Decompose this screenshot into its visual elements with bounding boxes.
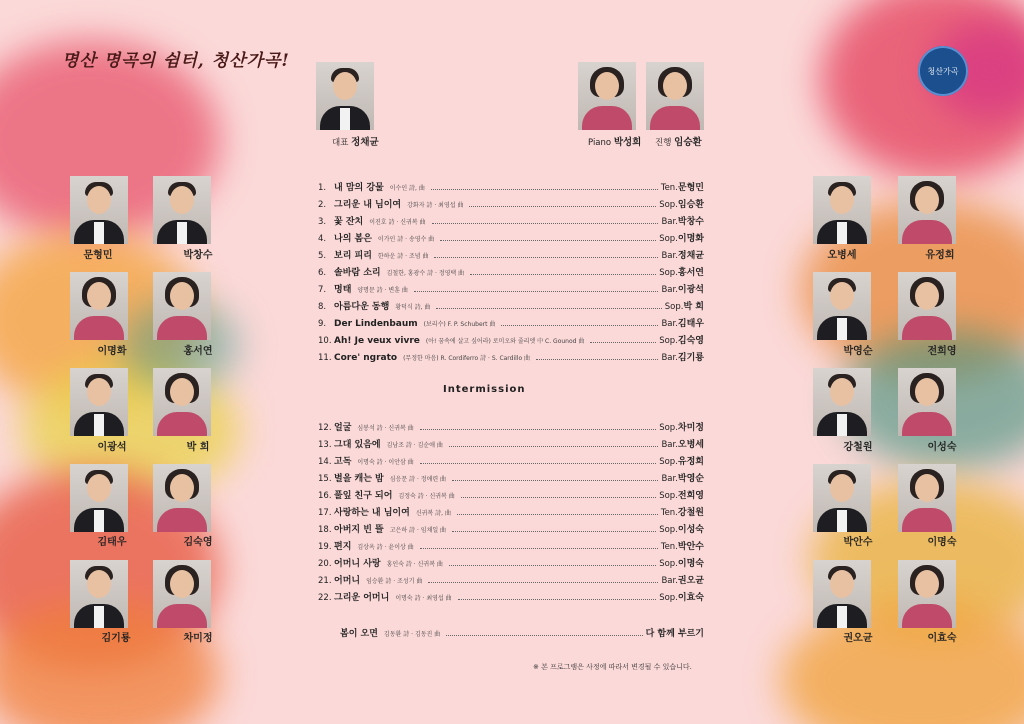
photo-singer — [153, 176, 211, 244]
program-change-notice: ※ 본 프로그램은 사정에 따라서 변경될 수 있습니다. — [533, 663, 692, 671]
singer-name: 박 희 — [186, 442, 210, 453]
singer-name: 이명화 — [97, 346, 127, 357]
singer-name: 차미정 — [183, 633, 213, 644]
program-row: 20. 어머니 사랑 홍인숙 詩 · 신귀복 曲 Sop.이명숙 — [318, 559, 704, 569]
singer-name: 이효숙 — [927, 633, 957, 644]
program-row: 8. 아름다운 동행 황덕식 詩, 曲 Sop.박 희 — [318, 302, 704, 312]
program-row: 19. 편지 김상옥 詩 · 윤이상 曲 Ten.박안수 — [318, 542, 704, 552]
logo-text: 청산가곡 — [927, 66, 959, 76]
staff-piano: Piano 박성희 — [588, 137, 642, 148]
program-row: 3. 꽃 잔치 이진호 詩 · 신귀복 曲 Bar.박창수 — [318, 217, 704, 227]
program-row: 7. 명태 양명문 詩 · 변훈 曲 Bar.이광석 — [318, 285, 704, 295]
photo-singer — [70, 176, 128, 244]
singer-name: 박창수 — [183, 250, 213, 261]
photo-singer — [898, 560, 956, 628]
cheongsan-logo — [918, 46, 968, 96]
singer-name: 박영순 — [843, 346, 873, 357]
photo-singer — [813, 368, 871, 436]
photo-singer — [813, 176, 871, 244]
singer-name: 홍서연 — [183, 346, 213, 357]
program-row: 4. 나의 봄은 이가인 詩 · 송영수 曲 Sop.이명화 — [318, 234, 704, 244]
singer-name: 문형민 — [83, 250, 113, 261]
photo-singer — [70, 272, 128, 340]
photo-singer — [898, 368, 956, 436]
program-row: 5. 보리 피리 한하운 詩 · 조념 曲 Bar.정채균 — [318, 251, 704, 261]
program-row: 22. 그리운 어머니 이명숙 詩 · 최영섭 曲 Sop.이효숙 — [318, 593, 704, 603]
singer-name: 전희영 — [927, 346, 957, 357]
program-row: 16. 풀잎 친구 되어 김정숙 詩 · 신귀복 曲 Sop.전희영 — [318, 491, 704, 501]
photo-singer — [153, 464, 211, 532]
program-row: 12. 얼굴 심봉석 詩 · 신귀복 曲 Sop.차미정 — [318, 423, 704, 433]
photo-singer — [153, 560, 211, 628]
program-row: 9. Der Lindenbaum (보리수) F. P. Schubert 曲 Bar.김태우 — [318, 319, 704, 329]
singer-name: 강철원 — [843, 442, 873, 453]
singer-name: 김태우 — [97, 537, 127, 548]
program-row: 2. 그리운 내 님이여 강화자 詩 · 최영섭 曲 Sop.임승환 — [318, 200, 704, 210]
program-row: 11. Core' ngrato (무정한 마음) R. Cordiferro 詩 · S. Cardillo 曲 Bar.김기룡 — [318, 353, 704, 363]
staff-host: 진행 임승환 — [655, 137, 702, 148]
photo-singer — [153, 272, 211, 340]
singer-name: 김숙영 — [183, 537, 213, 548]
program-row: 13. 그대 있음에 김남조 詩 · 김순애 曲 Bar.오병세 — [318, 440, 704, 450]
singer-name: 김기룡 — [101, 633, 131, 644]
singer-name: 이명숙 — [927, 537, 957, 548]
intermission-heading: Intermission — [443, 384, 526, 395]
singer-name: 이성숙 — [927, 442, 957, 453]
program-row: 17. 사랑하는 내 님이여 신귀복 詩, 曲 Ten.강철원 — [318, 508, 704, 518]
program-row: 6. 솔바람 소리 김철한, 홍광수 詩 · 정영택 曲 Sop.홍서연 — [318, 268, 704, 278]
banner-slogan: 명산 명곡의 쉼터, 청산가곡! — [62, 51, 290, 71]
photo-singer — [898, 272, 956, 340]
program-row: 1. 내 맘의 강물 이수인 詩, 曲 Ten.문형민 — [318, 183, 704, 193]
program-row: 10. Ah! Je veux vivre (아! 꿈속에 살고 싶어라) 로미오와 줄리엣 中 C. Gounod 曲 Sop.김숙영 — [318, 336, 704, 346]
photo-staff-host — [646, 62, 704, 130]
singer-name: 유정희 — [925, 250, 955, 261]
program-row: 18. 아버지 빈 뜰 고은하 詩 · 임채일 曲 Sop.이성숙 — [318, 525, 704, 535]
singer-name: 오병세 — [827, 250, 857, 261]
singer-name: 권오균 — [843, 633, 873, 644]
photo-singer — [813, 560, 871, 628]
singer-name: 이광석 — [97, 442, 127, 453]
singer-name: 박안수 — [843, 537, 873, 548]
photo-singer — [70, 368, 128, 436]
photo-staff-piano — [578, 62, 636, 130]
program-row: 21. 어머니 임승환 詩 · 조성기 曲 Bar.권오균 — [318, 576, 704, 586]
program-row: 15. 별을 캐는 밤 심응문 詩 · 정애련 曲 Bar.박영순 — [318, 474, 704, 484]
finale-row: 봄이 오면 김동환 詩 · 김동진 曲 다 함께 부르기 — [340, 629, 704, 639]
photo-singer — [70, 560, 128, 628]
photo-singer — [813, 464, 871, 532]
staff-representative: 대표 정채균 — [332, 137, 379, 148]
photo-staff-representative — [316, 62, 374, 130]
photo-singer — [898, 176, 956, 244]
photo-singer — [70, 464, 128, 532]
photo-singer — [898, 464, 956, 532]
photo-singer — [813, 272, 871, 340]
program-row: 14. 고독 이명숙 詩 · 이안삼 曲 Sop.유정희 — [318, 457, 704, 467]
photo-singer — [153, 368, 211, 436]
